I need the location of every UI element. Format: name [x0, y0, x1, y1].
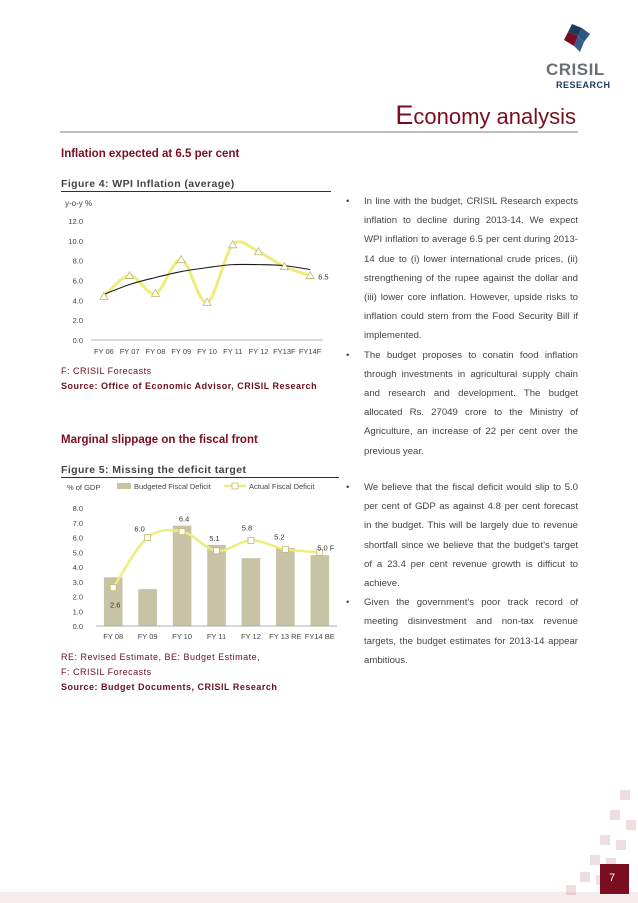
fiscal-bullets	[346, 478, 578, 670]
x-tick-label: FY 13 RE	[269, 632, 302, 641]
legend-label-budgeted: Budgeted Fiscal Deficit	[134, 482, 211, 491]
page-title: Economy analysis	[395, 100, 576, 130]
fiscal-deficit-chart	[61, 478, 343, 646]
data-label: 5.8	[241, 523, 253, 533]
figure-5-forecast-note: F: CRISIL Forecasts	[61, 667, 152, 677]
x-tick-label: FY 12	[248, 347, 269, 356]
y-tick-label: 2.0	[72, 316, 83, 326]
x-tick-label: FY 09	[171, 347, 192, 356]
bullet-icon: •	[346, 482, 350, 493]
y-tick-label: 5.0	[72, 548, 83, 558]
section-heading-inflation: Inflation expected at 6.5 per cent	[61, 148, 240, 160]
data-label: 5.0 F	[317, 543, 335, 553]
x-tick-label: FY 10	[172, 632, 193, 641]
y-tick-label: 8.0	[72, 256, 83, 266]
bar-budgeted	[207, 545, 226, 626]
x-tick-label: FY 06	[93, 347, 114, 356]
figure-4-forecast-note: F: CRISIL Forecasts	[61, 366, 152, 376]
y-tick-label: 1.0	[72, 607, 83, 617]
y-tick-label: 6.0	[72, 533, 83, 543]
bullet-item: • In line with the budget, CRISIL Research expects inflation to decline during 2013-14. We expect WPI inflation to average 6.5 per cent during 2013-14 due to (i) lower international crude prices, (ii) strengthening of the rupee against the dollar and (iii) lower core inflation. However, upside risks to inflation could stem from the Food Security Bill if implemented.	[346, 192, 578, 346]
y-tick-label: 2.0	[72, 592, 83, 602]
y-axis-label: % of GDP	[67, 483, 101, 492]
x-tick-label: FY 11	[223, 347, 243, 356]
bar-budgeted	[138, 589, 157, 626]
data-point	[179, 529, 185, 535]
x-tick-label: FY 08	[103, 632, 124, 641]
legend-swatch-budgeted	[117, 483, 131, 489]
x-tick-label: FY 10	[197, 347, 217, 356]
bullet-item: • The budget proposes to conatin food inflation through investments in agricultural supply chain and research and development. The budget allocated Rs. 27049 crore to the Ministry of Agriculture, an increase of 22 per cent over the previous year.	[346, 346, 578, 461]
y-tick-label: 12.0	[68, 217, 83, 226]
data-label: 6.5	[318, 272, 329, 282]
wpi-inflation-chart	[61, 193, 333, 361]
y-tick-label: 3.0	[72, 577, 83, 587]
y-tick-label: 7.0	[72, 518, 83, 528]
bullet-item: • Given the government's poor track record of meeting disinvestment and non-tax revenue targets, the budget estimates for 2013-14 appear ambitious.	[346, 593, 578, 670]
x-tick-label: FY13F	[273, 347, 296, 356]
figure-4-rule	[61, 191, 331, 192]
x-tick-label: FY 08	[145, 347, 166, 356]
y-axis-label: y-o-y %	[65, 199, 93, 208]
data-label: 6.0	[134, 524, 145, 534]
x-tick-label: FY 12	[240, 632, 261, 641]
data-label: 5.1	[209, 533, 220, 543]
x-tick-label: FY 07	[119, 347, 140, 356]
bullet-icon: •	[346, 349, 350, 361]
logo-subtitle: RESEARCH	[556, 80, 611, 90]
bullet-icon: •	[346, 196, 350, 207]
footer-band	[0, 892, 638, 903]
data-point	[282, 546, 288, 552]
x-tick-label: FY 11	[206, 632, 227, 641]
bullet-item: • We believe that the fiscal deficit would slip to 5.0 per cent of GDP as against 4.8 per cent forecast in the budget. This will be largely due to revenue shortfall since we believe that the budget's target of a 23.4 per cent revenue growth is difficut to achieve.	[346, 478, 578, 593]
figure-5-title: Figure 5: Missing the deficit target	[61, 464, 247, 476]
legend-marker-actual	[232, 483, 238, 489]
y-tick-label: 4.0	[72, 563, 83, 572]
y-tick-label: 8.0	[72, 504, 83, 513]
x-tick-label: FY14F	[298, 347, 322, 356]
bar-budgeted	[173, 526, 192, 626]
y-tick-label: 0.0	[72, 336, 83, 345]
data-point	[110, 585, 116, 591]
figure-5-source: Source: Budget Documents, CRISIL Research	[61, 682, 278, 692]
data-point	[214, 548, 220, 554]
bar-budgeted	[242, 558, 261, 626]
figure-4-title: Figure 4: WPI Inflation (average)	[61, 178, 235, 190]
title-divider	[60, 131, 578, 133]
data-point	[145, 535, 151, 541]
data-label: 6.4	[178, 514, 190, 524]
figure-4-source: Source: Office of Economic Advisor, CRISIL Research	[61, 381, 318, 391]
series-line-wpi	[104, 242, 310, 303]
x-tick-label: FY14 BE	[304, 632, 335, 641]
y-tick-label: 4.0	[72, 296, 83, 306]
figure-5-abbrev-note: RE: Revised Estimate, BE: Budget Estimate,	[61, 652, 261, 662]
data-label: 2.6	[109, 600, 121, 610]
section-heading-fiscal: Marginal slippage on the fiscal front	[61, 434, 258, 446]
bullet-icon: •	[346, 597, 350, 609]
y-tick-label: 6.0	[72, 276, 83, 286]
bar-budgeted	[310, 555, 329, 626]
logo-name: CRISIL	[546, 60, 605, 79]
data-label: 5.2	[274, 532, 285, 542]
legend-label-actual: Actual Fiscal Deficit	[249, 482, 315, 491]
y-tick-label: 10.0	[68, 236, 83, 246]
y-tick-label: 0.0	[72, 622, 83, 631]
data-point	[248, 537, 254, 543]
bar-budgeted	[276, 548, 295, 626]
inflation-bullets	[346, 192, 578, 461]
x-tick-label: FY 09	[137, 632, 158, 641]
page-number: 7	[609, 872, 616, 884]
